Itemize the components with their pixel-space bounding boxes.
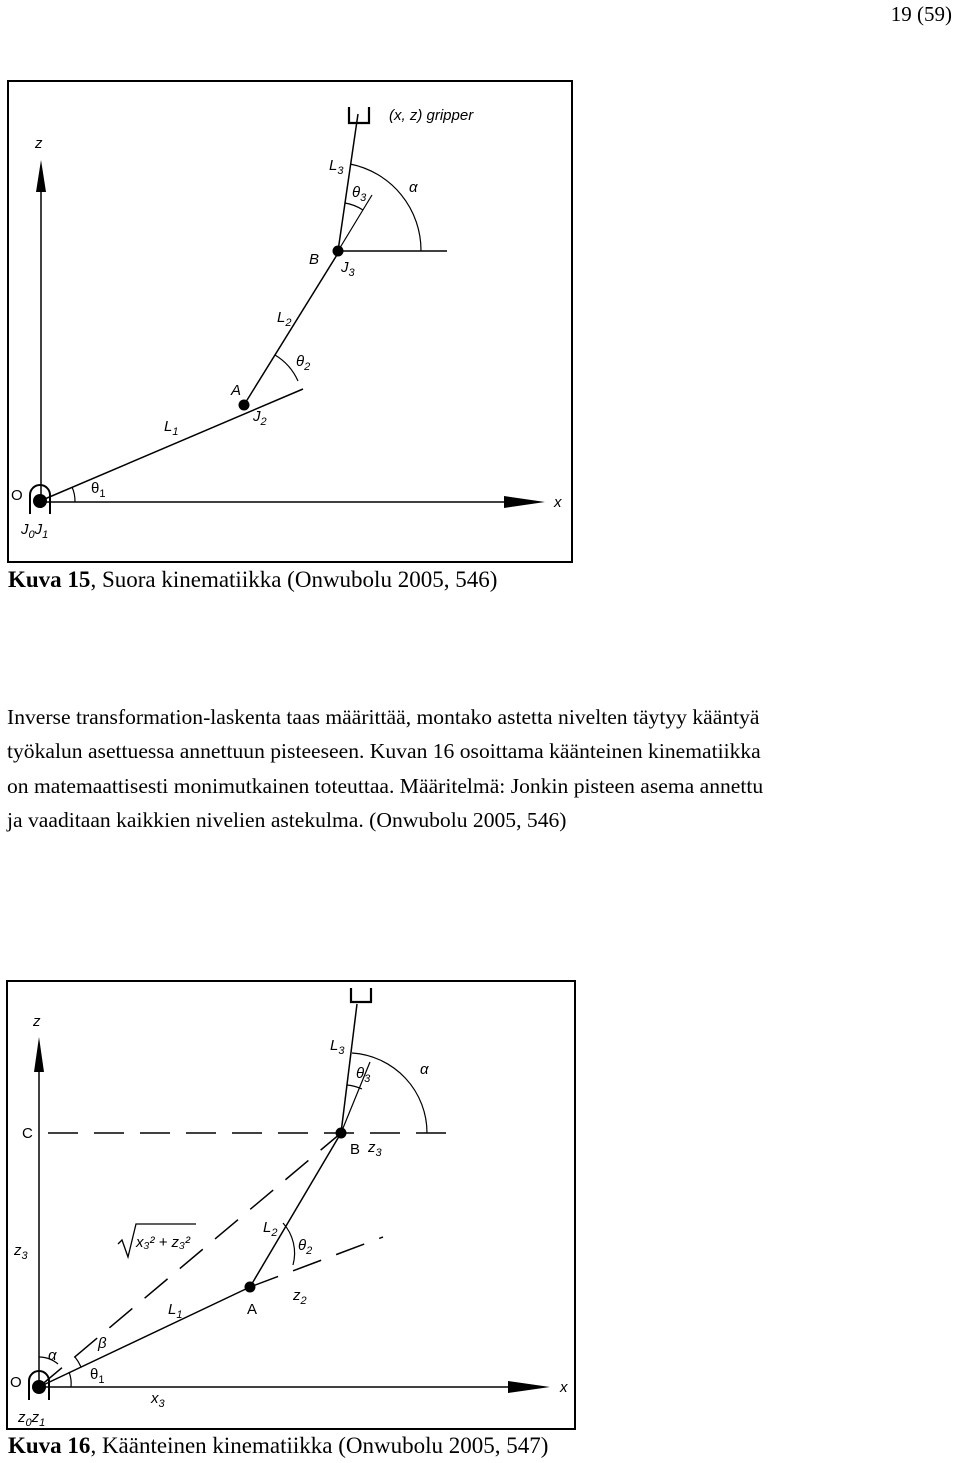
z-axis-label: z [35,135,43,152]
origin-label: O [10,1374,22,1391]
link-l2 [244,250,340,405]
paragraph-line: Inverse transformation-laskenta taas määrittää, montako astetta nivelten täytyy kääntyä [7,705,760,729]
figure-16-caption [8,1433,548,1459]
j2-label: $J_2$ [253,408,267,428]
theta1-label: $\theta_1$ [90,1366,105,1386]
theta1-arc [69,1372,71,1387]
c-label: C [22,1125,33,1142]
gripper-icon [351,988,371,1002]
z3-b-label: $z_3$ [368,1139,382,1159]
theta1-label: $\theta_1$ [91,480,106,500]
a-label: A [231,382,242,399]
figure-15-diagram [9,82,571,561]
body-paragraph [7,700,953,837]
joint-j0j1-dot [33,494,47,508]
alpha-label: α [420,1061,429,1078]
l2-label: $L_2$ [263,1219,278,1239]
link-l1 [39,1287,250,1387]
theta3-label: $\theta_3$ [356,1065,371,1085]
theta2-label: $\theta_2$ [296,353,311,373]
x3-label: $x_3$ [151,1390,165,1410]
z3-axis-label: $z_3$ [14,1242,28,1262]
x-axis-arrowhead [504,496,545,508]
x-axis-label: x [554,494,562,511]
z-axis-arrowhead [34,1037,44,1072]
joint-b-dot [333,246,344,257]
paragraph-line: on matemaattisesti monimutkainen toteuttaa. Määritelmä: Jonkin pisteen asema annettu [7,773,764,798]
theta3-label: $\theta_3$ [352,184,367,204]
sqrt-expression-label: x₃² + z₃² [136,1234,190,1251]
figure-16-caption-text: , Käänteinen kinematiikka (Onwubolu 2005, 547) [90,1433,549,1458]
page-number: 19 (59) [890,2,952,26]
l1-label: $L_1$ [164,418,179,438]
b-label: B [350,1141,361,1158]
z0z1-label: $z_0z_1$ [18,1409,46,1428]
a-label: A [247,1301,258,1318]
joint-base-dot [32,1380,46,1394]
paragraph-line: työkalun asettuessa annettuun pisteeseen. Kuvan 16 osoittama käänteinen kinematiikka [7,739,761,764]
alpha-origin-label: α [48,1347,57,1364]
figure-15-caption-text: , Suora kinematiikka (Onwubolu 2005, 546) [90,567,498,592]
z-axis-arrowhead [36,160,46,192]
j0j1-label: $J_0J_1$ [21,521,49,541]
figure-15-forward-kinematics [7,80,573,563]
joint-b-dot [336,1128,347,1139]
beta-arc [75,1357,81,1367]
figure-16-caption-label: Kuva 16 [8,1433,91,1458]
x-axis-arrowhead [508,1381,550,1393]
link-l3 [338,114,358,251]
gripper-label: (x, z) gripper [389,107,474,124]
figure-15-caption-label: Kuva 15 [8,567,91,592]
theta2-arc [275,355,298,381]
theta1-arc [72,487,75,502]
j3-label: $J_3$ [341,259,355,279]
x-axis-label: x [560,1379,568,1396]
theta2-label: $\theta_2$ [298,1237,313,1257]
paragraph-line: ja vaaditaan kaikkien nivelien astekulma. (Onwubolu 2005, 546) [7,807,567,832]
z-axis-label: z [33,1013,41,1030]
link-l1 [40,389,303,501]
figure-16-inverse-kinematics [6,980,576,1430]
joint-a-dot [239,400,250,411]
dashed-l1-extension [250,1237,383,1287]
b-label: B [309,251,320,268]
joint-a-dot [245,1282,256,1293]
figure-15-caption [8,567,497,593]
l2-extension-line [338,195,372,251]
figure-16-diagram [8,982,574,1428]
link-l2 [250,1133,341,1287]
alpha-label: α [409,179,418,196]
beta-label: β [98,1335,107,1352]
l2-label: $L_2$ [277,309,292,329]
gripper-icon [349,107,369,123]
l3-label: $L_3$ [329,157,344,177]
l3-label: $L_3$ [330,1037,345,1057]
origin-label: O [11,487,23,504]
dashed-hypotenuse [39,1133,341,1387]
l1-label: $L_1$ [168,1301,183,1321]
theta3-arc [345,203,363,210]
z2-label: $z_2$ [293,1287,307,1307]
alpha-arc [350,164,421,251]
